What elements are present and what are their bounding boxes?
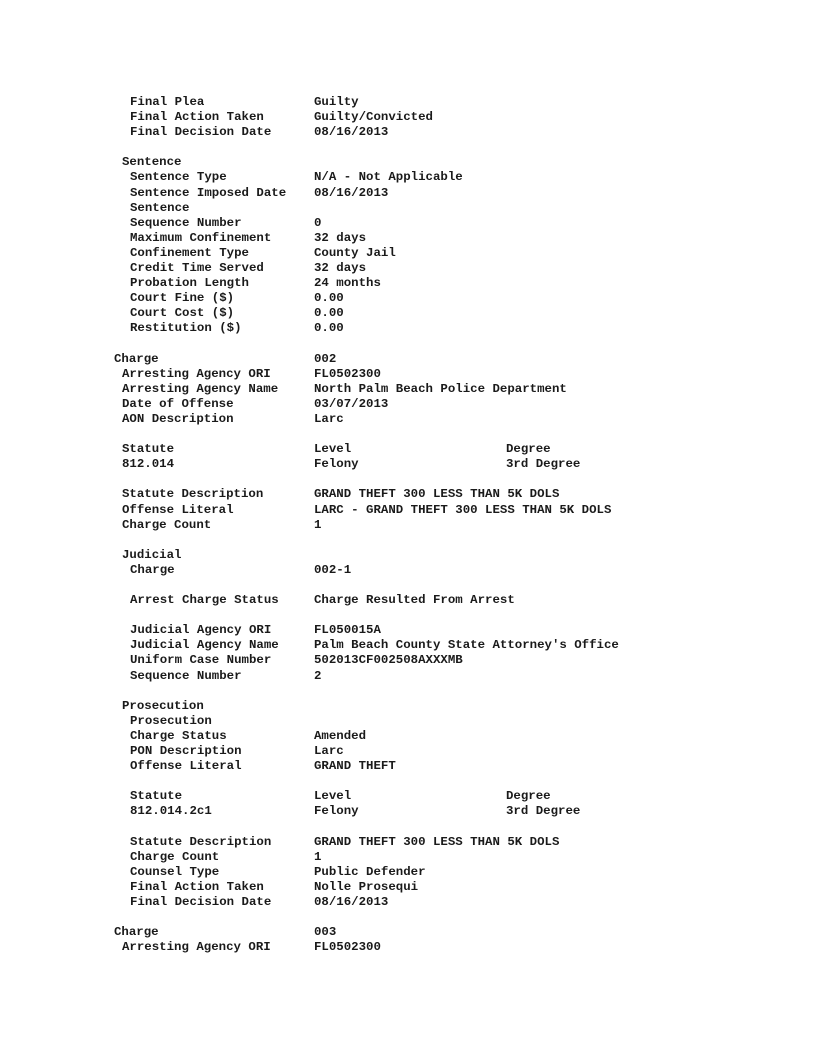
prosecution-statute-header-row	[114, 789, 551, 804]
arresting-ori-row	[114, 366, 381, 382]
offense-date-label: Date of Offense	[122, 396, 234, 411]
uniform-case-number-label: Uniform Case Number	[130, 653, 272, 668]
sentence-seq-label: Sequence Number	[130, 215, 242, 230]
sentence-heading-row	[114, 155, 182, 170]
court-cost-value: 0.00	[314, 306, 344, 321]
prosecution-degree-value: 3rd Degree	[506, 804, 581, 819]
judicial-ori-label: Judicial Agency ORI	[130, 623, 272, 638]
prosecution-final-decision-label: Final Decision Date	[130, 894, 272, 909]
charge-3-ori-row	[114, 940, 381, 955]
court-cost-row	[114, 306, 344, 321]
charge-3-ori-label: Arresting Agency ORI	[122, 940, 271, 955]
judicial-charge-label: Charge	[130, 562, 175, 577]
offense-literal-row	[114, 502, 612, 518]
prosecution-final-action-value: Nolle Prosequi	[314, 879, 419, 894]
charge-003-heading-row	[114, 925, 337, 940]
judicial-heading: Judicial	[122, 547, 182, 562]
sentence-imposed-row	[114, 185, 389, 201]
criminal-history-record	[114, 95, 619, 955]
uniform-case-number-row	[114, 653, 463, 668]
final-action-value: Guilty/Convicted	[314, 110, 433, 125]
court-cost-label: Court Cost ($)	[130, 306, 235, 321]
final-action-row	[114, 110, 433, 125]
prosecution-degree-header: Degree	[506, 789, 551, 804]
prosecution-literal-row	[114, 759, 396, 774]
prosecution-subheading: Prosecution	[130, 713, 212, 728]
charge-3-ori-value: FL0502300	[314, 940, 381, 955]
statute-header-row	[114, 442, 551, 457]
offense-literal-label: Offense Literal	[122, 502, 234, 517]
charge-number: 002	[314, 351, 337, 366]
credit-time-label: Credit Time Served	[130, 261, 264, 276]
max-confinement-value: 32 days	[314, 230, 367, 245]
charge-3-heading: Charge	[114, 925, 159, 940]
final-plea-value: Guilty	[314, 95, 359, 109]
offense-literal-value: LARC - GRAND THEFT 300 LESS THAN 5K DOLS	[314, 502, 612, 517]
judicial-agency-row	[114, 638, 619, 653]
statute-description-label: Statute Description	[122, 487, 264, 502]
prosecution-count-value: 1	[314, 849, 322, 864]
court-fine-value: 0.00	[314, 291, 344, 306]
statute-header: Statute	[122, 442, 175, 457]
charge-3-number: 003	[314, 925, 337, 940]
arrest-charge-status-label: Arrest Charge Status	[130, 593, 279, 608]
offense-date-value: 03/07/2013	[314, 396, 389, 411]
arresting-agency-row	[114, 381, 567, 397]
judicial-seq-row	[114, 668, 322, 684]
prosecution-count-row	[114, 849, 322, 865]
charge-count-value: 1	[314, 517, 322, 532]
sentence-seq-value: 0	[314, 215, 322, 230]
aon-description-label: AON Description	[122, 411, 234, 426]
pon-description-value: Larc	[314, 744, 344, 759]
prosecution-statute-value-row	[114, 804, 581, 819]
judicial-ori-value: FL050015A	[314, 623, 381, 638]
prosecution-statute-value: 812.014.2c1	[130, 804, 212, 819]
arrest-charge-status-value: Charge Resulted From Arrest	[314, 593, 515, 608]
prosecution-literal-label: Offense Literal	[130, 759, 242, 774]
charge-status-row	[114, 728, 367, 744]
charge-002-heading-row	[114, 351, 337, 367]
sentence-subheading-row	[114, 200, 190, 216]
counsel-type-row	[114, 864, 426, 880]
max-confinement-label: Maximum Confinement	[130, 230, 272, 245]
charge-count-label: Charge Count	[122, 517, 212, 532]
pon-description-row	[114, 744, 344, 759]
sentence-subheading: Sentence	[130, 200, 190, 215]
uniform-case-number-value: 502013CF002508AXXXMB	[314, 653, 463, 668]
arresting-ori-label: Arresting Agency ORI	[122, 366, 271, 381]
prosecution-count-label: Charge Count	[130, 849, 220, 864]
statute-value: 812.014	[122, 457, 175, 472]
prosecution-statute-description-row	[114, 834, 560, 850]
sentence-type-value: N/A - Not Applicable	[314, 170, 463, 185]
judicial-seq-value: 2	[314, 668, 322, 683]
statute-description-value: GRAND THEFT 300 LESS THAN 5K DOLS	[314, 487, 560, 502]
final-decision-row	[114, 125, 389, 140]
judicial-agency-label: Judicial Agency Name	[130, 638, 279, 653]
prosecution-statute-description-value: GRAND THEFT 300 LESS THAN 5K DOLS	[314, 834, 560, 849]
court-fine-row	[114, 291, 344, 306]
level-header: Level	[314, 442, 352, 457]
degree-header: Degree	[506, 442, 551, 457]
credit-time-row	[114, 261, 367, 276]
confinement-type-row	[114, 245, 396, 261]
degree-value: 3rd Degree	[506, 457, 581, 472]
counsel-type-value: Public Defender	[314, 864, 426, 879]
sentence-seq-row	[114, 215, 322, 231]
confinement-type-label: Confinement Type	[130, 245, 249, 260]
arrest-charge-status-row	[114, 593, 515, 608]
prosecution-statute-description-label: Statute Description	[130, 834, 272, 849]
sentence-imposed-label: Sentence Imposed Date	[130, 185, 287, 200]
probation-label: Probation Length	[130, 276, 249, 291]
prosecution-literal-value: GRAND THEFT	[314, 759, 396, 774]
judicial-agency-value: Palm Beach County State Attorney's Office	[314, 638, 619, 653]
restitution-row	[114, 321, 344, 336]
judicial-ori-row	[114, 623, 381, 638]
charge-status-value: Amended	[314, 728, 367, 743]
arresting-ori-value: FL0502300	[314, 366, 381, 381]
arresting-agency-label: Arresting Agency Name	[122, 381, 279, 396]
credit-time-value: 32 days	[314, 261, 367, 276]
probation-row	[114, 276, 381, 291]
offense-date-row	[114, 396, 389, 412]
judicial-charge-row	[114, 562, 352, 578]
prosecution-level-value: Felony	[314, 804, 359, 819]
counsel-type-label: Counsel Type	[130, 864, 220, 879]
statute-description-row	[114, 487, 560, 502]
pon-description-label: PON Description	[130, 744, 242, 759]
judicial-charge-value: 002-1	[314, 562, 352, 577]
statute-value-row	[114, 457, 581, 472]
level-value: Felony	[314, 457, 359, 472]
probation-value: 24 months	[314, 276, 381, 291]
prosecution-final-decision-row	[114, 894, 389, 910]
final-plea-label: Final Plea	[130, 95, 205, 109]
final-action-label: Final Action Taken	[130, 110, 264, 125]
prosecution-final-action-label: Final Action Taken	[130, 879, 264, 894]
restitution-label: Restitution ($)	[130, 321, 242, 336]
final-plea-row	[114, 95, 359, 110]
confinement-type-value: County Jail	[314, 245, 396, 260]
final-decision-label: Final Decision Date	[130, 125, 272, 140]
prosecution-heading: Prosecution	[122, 698, 204, 713]
prosecution-final-action-row	[114, 879, 419, 895]
sentence-type-label: Sentence Type	[130, 170, 227, 185]
sentence-heading: Sentence	[122, 155, 182, 170]
sentence-type-row	[114, 170, 463, 185]
charge-count-row	[114, 517, 322, 533]
judicial-seq-label: Sequence Number	[130, 668, 242, 683]
restitution-value: 0.00	[314, 321, 344, 336]
prosecution-final-decision-value: 08/16/2013	[314, 894, 389, 909]
charge-status-label: Charge Status	[130, 728, 227, 743]
charge-heading: Charge	[114, 351, 159, 366]
court-fine-label: Court Fine ($)	[130, 291, 235, 306]
aon-description-value: Larc	[314, 411, 344, 426]
aon-description-row	[114, 411, 344, 427]
sentence-imposed-value: 08/16/2013	[314, 185, 389, 200]
prosecution-subheading-row	[114, 713, 212, 729]
prosecution-heading-row	[114, 698, 204, 714]
prosecution-level-header: Level	[314, 789, 352, 804]
final-decision-value: 08/16/2013	[314, 125, 389, 140]
prosecution-statute-header: Statute	[130, 789, 183, 804]
max-confinement-row	[114, 230, 367, 246]
arresting-agency-value: North Palm Beach Police Department	[314, 381, 567, 396]
judicial-heading-row	[114, 547, 182, 563]
